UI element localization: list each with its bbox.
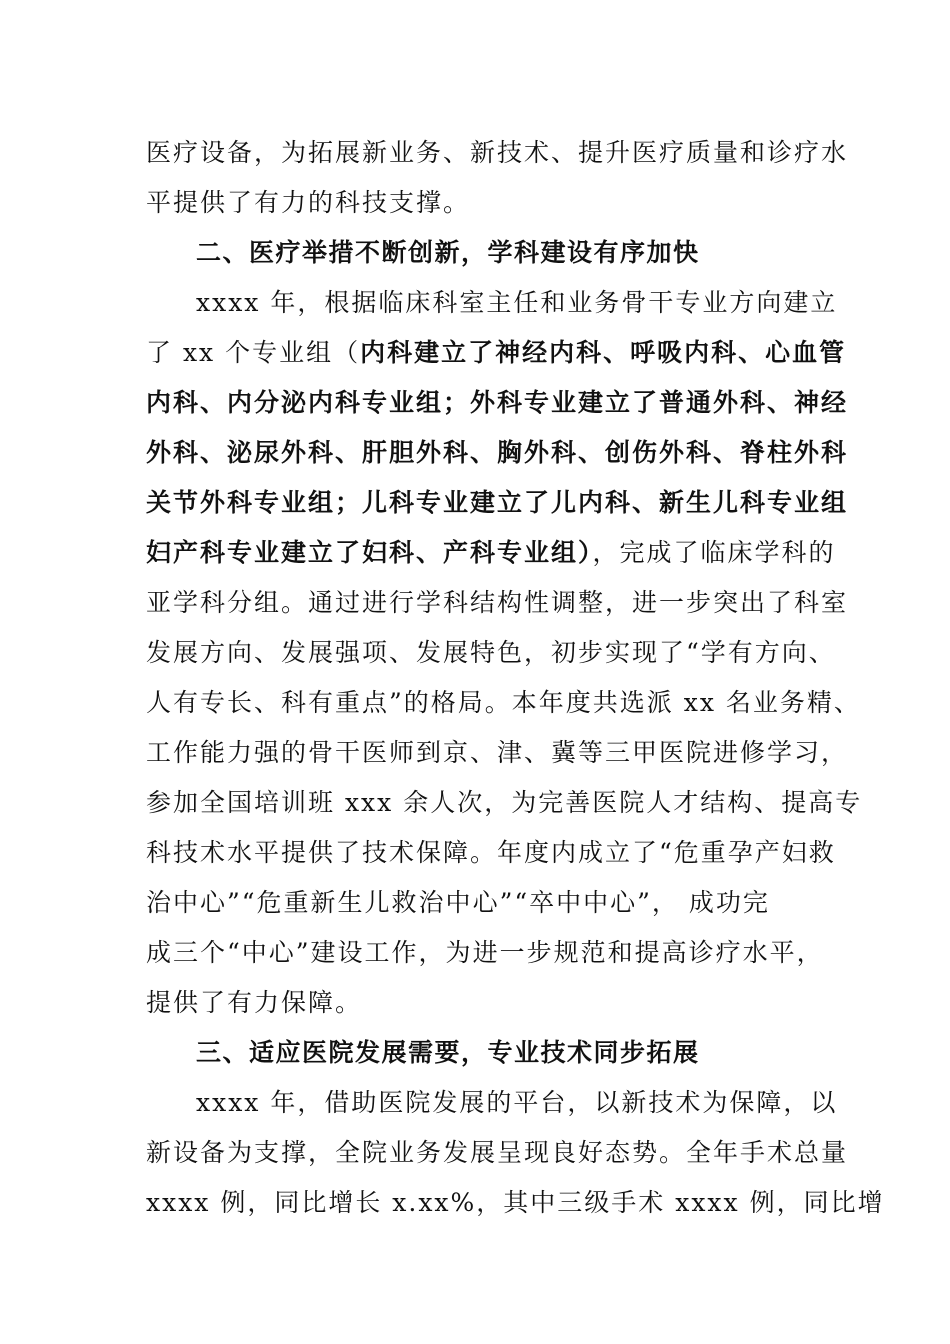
- text-segment: 参加全国培训班 xxx 余人次，为完善医院人才结构、提高专: [146, 788, 863, 817]
- body-line: [146, 485, 848, 521]
- bold-text-segment: 内科建立了神经内科、呼吸内科、心血管: [360, 338, 847, 367]
- text-segment: 发展方向、发展强项、发展特色，初步实现了“学有方向、: [146, 638, 836, 667]
- body-line: [146, 535, 836, 571]
- text-segment: 平提供了有力的科技支撑。: [146, 188, 471, 217]
- bold-text-segment: 关节外科专业组；儿科专业建立了儿内科、新生儿科专业组: [146, 488, 849, 517]
- text-segment: xxxx 例，同比增长 x.xx%，其中三级手术 xxxx 例，同比增: [146, 1188, 885, 1217]
- body-line: [146, 935, 824, 971]
- text-segment: 成三个“中心”建设工作，为进一步规范和提高诊疗水平，: [146, 938, 824, 967]
- text-segment: xxxx 年，借助医院发展的平台，以新技术为保障，以: [196, 1088, 838, 1117]
- text-segment: 了 xx 个专业组（: [146, 338, 361, 367]
- body-line: [146, 635, 836, 671]
- body-line: [196, 285, 837, 321]
- body-line: [146, 835, 836, 871]
- section-heading-2: [196, 235, 700, 271]
- body-line: [146, 1185, 885, 1221]
- body-line: [146, 135, 848, 171]
- body-line: [146, 335, 846, 371]
- heading-text: 二、医疗举措不断创新，学科建设有序加快: [196, 238, 700, 267]
- body-line: [146, 585, 848, 621]
- body-line: [146, 435, 848, 471]
- text-segment: 提供了有力保障。: [146, 988, 363, 1017]
- text-segment: 治中心”“危重新生儿救治中心”“卒中中心”， 成功完: [146, 888, 770, 917]
- text-segment: 医疗设备，为拓展新业务、新技术、提升医疗质量和诊疗水: [146, 138, 849, 167]
- text-segment: 亚学科分组。通过进行学科结构性调整，进一步突出了科室: [146, 588, 849, 617]
- body-line: [146, 385, 848, 421]
- body-line: [196, 1085, 837, 1121]
- bold-text-segment: 外科、泌尿外科、肝胆外科、胸外科、创伤外科、脊柱外科: [146, 438, 849, 467]
- bold-text-segment: 内科、内分泌内科专业组；外科专业建立了普通外科、神经: [146, 388, 849, 417]
- body-line: [146, 185, 470, 221]
- text-segment: 新设备为支撑，全院业务发展呈现良好态势。全年手术总量: [146, 1138, 849, 1167]
- text-segment: 人有专长、科有重点”的格局。本年度共选派 xx 名业务精、: [146, 688, 861, 717]
- text-segment: ，完成了临床学科的: [592, 538, 836, 567]
- body-line: [146, 885, 770, 921]
- bold-text-segment: 妇产科专业建立了妇科、产科专业组）: [146, 538, 593, 567]
- section-heading-3: [196, 1035, 700, 1071]
- text-segment: xxxx 年，根据临床科室主任和业务骨干专业方向建立: [196, 288, 838, 317]
- body-line: [146, 685, 861, 721]
- heading-text: 三、适应医院发展需要，专业技术同步拓展: [196, 1038, 700, 1067]
- body-line: [146, 785, 862, 821]
- body-line: [146, 1135, 848, 1171]
- body-line: [146, 985, 362, 1021]
- body-line: [146, 735, 848, 771]
- text-segment: 科技术水平提供了技术保障。年度内成立了“危重孕产妇救: [146, 838, 836, 867]
- text-segment: 工作能力强的骨干医师到京、津、冀等三甲医院进修学习，: [146, 738, 849, 767]
